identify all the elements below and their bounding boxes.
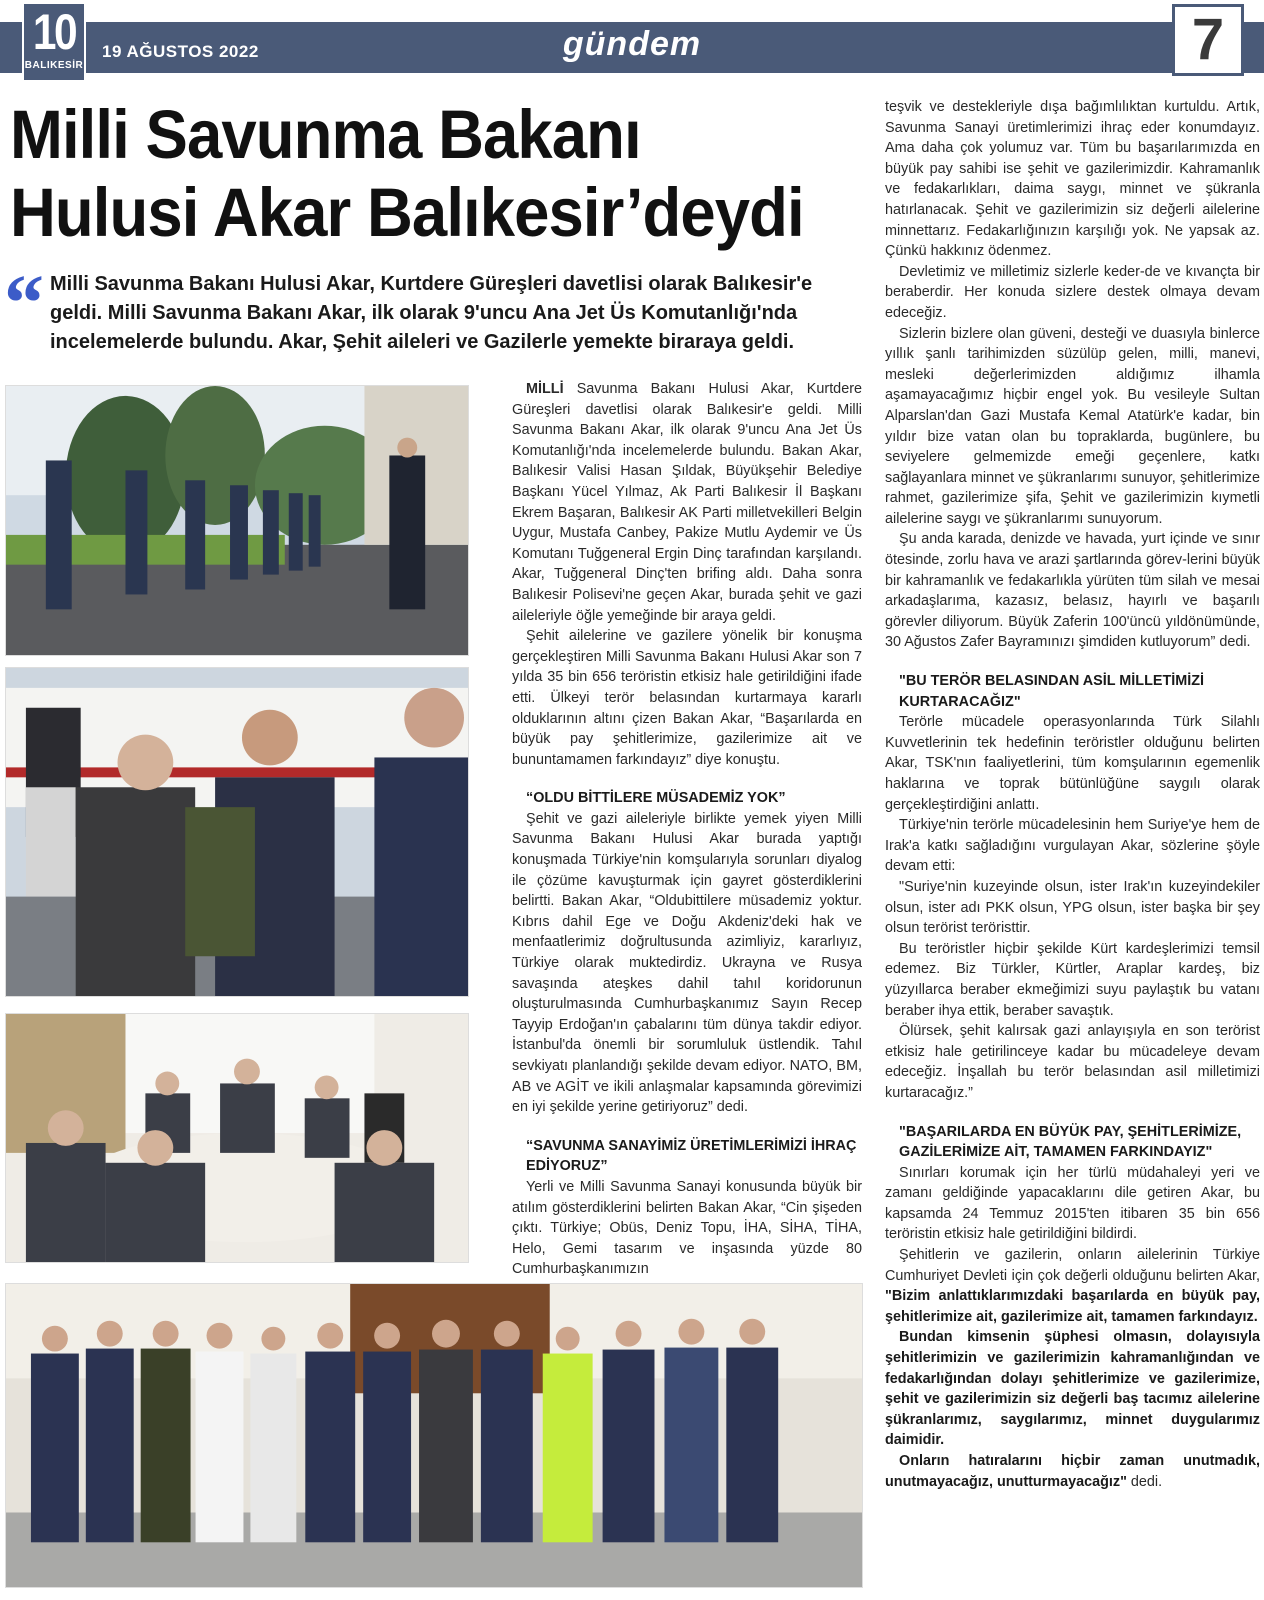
headline-line-1: Milli Savunma Bakanı (10, 96, 641, 173)
paragraph: Yerli ve Milli Savunma Sanayi konusunda büyük bir atılım gösterdiklerini belirten Bakan Akar, “Cin şişeden çıktı. Türkiye; Obüs, Deniz Topu, İHA, SİHA, TİHA, Helo, Gemi tasarım ve inşasında yüzde 80 Cumhurbaşkanımızın (512, 1178, 862, 1278)
paragraph: "Suriye'nin kuzeyinde olsun, ister Irak'ın kuzeyindekiler olsun, ister adı PKK olsun, YPG olsun, ister başka bir şey olsun terörist teröristtir. (885, 878, 1260, 937)
logo-city: BALIKESİR (24, 60, 84, 71)
quote-icon: “ (4, 260, 44, 348)
paragraph: Bundan kimsenin şüphesi olmasın, dolayısıyla şehitlerimizin ve gazilerimizin kahramanlığından ve fedakarlığından dolayı şehitlerimize ve gazilerimize, şehit ve gazilerimizin siz değerli baş tacımız ailelerine şükranlarımız, saygılarımız, minnet duygularımız daimidir. (885, 1329, 1260, 1449)
paragraph: Terörle mücadele operasyonlarında Türk Silahlı Kuvvetlerinin tek hedefinin teröristler olduğunu belirten Akar, TSK'nın faaliyetlerini, tüm komşularının egemenlik haklarına ve toprak bütünlüğüne saygılı olarak gerçekleştirdiğini anlattı. (885, 714, 1260, 813)
photo-lunch-meeting (5, 1013, 469, 1263)
photo-handshake-airport (5, 667, 469, 997)
paragraph: teşvik ve destekleriyle dışa bağımlılıktan kurtuldu. Artık, Savunma Sanayi üretimlerimizi ihraç eder konumdayız. Ama daha çok yolumuz var. Tüm bu başarılarımızda en büyük pay sahibi ise şehit ve gazilerimizdir. Kahramanlık ve fedakarlıkları, daima saygı, minnet ve şükranla hatırlanacak. Şehit ve gazilerimizin siz değerli ailelerine minnettarız. Fedakarlığınızın karşılığı yok. Ne yapsak az. Çünkü hakkınız ödenmez. (885, 99, 1260, 260)
paragraph: Sizlerin bizlere olan güveni, desteği ve duasıyla binlerce yıllık şanlı tarihimizden süzülüp gelen, milli, manevi, mesleki değerlerimizden aldığımız ilhamla aşamayacağımız hiçbir engel yok. Bu vesileyle Sultan Alparslan'dan Gazi Mustafa Kemal Atatürk'e kadar, bin yıldır bize vatan olan bu topraklarda, bugünlere, bu seviyelere gelmemizde emeği geçenlere, katkı sağlayanlara minnet ve şükranlarımı sunuyor, şehitlerimize rahmet, gazilerimize şifa, Şehit ve gazilerimizin kıymetli ailelerine saygı ve şükranlarımı sunuyorum. (885, 325, 1260, 527)
paragraph: Sınırları korumak için her türlü müdahaleyi yeri ve zamanı geldiğinde yapacaklarını dile getiren Akar, bu kapsamda 24 Temmuz 2015'ten itibaren 35 bin 656 teröristin etkisiz hale getirildiğini bildirdi. (885, 1164, 1260, 1243)
headline (10, 96, 804, 252)
subheading: “OLDU BİTTİLERE MÜSADEMİZ YOK” (526, 790, 786, 807)
paragraph: Türkiye'nin terörle mücadelesinin hem Suriye'ye hem de Irak'a katkı sağladığını vurgulayan Akar, sözlerine şöyle devam etti: (885, 817, 1260, 875)
logo-number: 10 (32, 4, 76, 60)
section-title: gündem (562, 25, 702, 63)
paragraph: Bu teröristler hiçbir şekilde Kürt kardeşlerimizi temsil edemez. Biz Türkler, Kürtler, Araplar kardeş, biz yüzyıllarca beraber ekmeğimizi suyu paylaştık bu vatanı beraber ihya ettik, beraber savaştık. (885, 940, 1260, 1019)
lead-paragraph: Milli Savunma Bakanı Hulusi Akar, Kurtdere Güreşleri davetlisi olarak Balıkesir'e geldi. Milli Savunma Bakanı Akar, ilk olarak 9'uncu Ana Jet Üs Komutanlığı'nda incelemelerde bulundu. Akar, Şehit aileleri ve Gazilerle yemekte biraraya geldi. (50, 273, 813, 353)
paragraph: Ölürsek, şehit kalırsak gazi anlayışıyla en son terörist etkisiz hale getirilinceye kadar bu mücadeleye devam edeceğiz. İnşallah bu terör belasından asil milletimizi kurtaracağız.” (885, 1023, 1260, 1101)
article-column-2 (885, 97, 1260, 1492)
paragraph: Onların hatıralarını hiçbir zaman unutmadık, unutmayacağız, unutturmayacağız" dedi. (885, 1453, 1260, 1490)
photo-group-portrait (5, 1283, 863, 1588)
paragraph: Şehit ve gazi aileleriyle birlikte yemek yiyen Milli Savunma Bakanı Hulusi Akar burada yaptığı konuşmada Türkiye'nin komşularıyla sorunları diyalog ile çözüme kavuşturmak için gayret gösterdiklerini belirtti. Bakan Akar, “Oldubittilere müsademiz yoktur. Kıbrıs dahil Ege ve Doğu Akdeniz'deki hak ve menfaatlerimiz doğrultusunda azimliyiz, kararlıyız, Türkiye olarak muktedirdiz. Ukrayna ve Rusya savaşında ateşkes dahil tahıl koridorunun oluşturulmasında Cumhurbaşkanımız Sayın Recep Tayyip Erdoğan'ın çabalarını tüm dünya takdir ediyor. İstanbul'da önemli bir sorumluluk üstlendik. Tahıl sevkiyatı planlandığı şekilde devam ediyor. NATO, BM, AB ve AGİT ve ikili anlaşmalar kapsamında görevimizi en iyi şekilde yerine getiriyoruz” dedi. (512, 810, 862, 1116)
newspaper-logo[interactable] (22, 2, 86, 82)
subheading: “SAVUNMA SANAYİMİZ ÜRETİMLERİMİZİ İHRAÇ EDİYORUZ” (526, 1137, 857, 1175)
subheading: "BAŞARILARDA EN BÜYÜK PAY, ŞEHİTLERİMİZE, GAZİLERİMİZE AİT, TAMAMEN FARKINDAYIZ" (899, 1123, 1242, 1161)
paragraph: MİLLİ Savunma Bakanı Hulusi Akar, Kurtdere Güreşleri davetlisi olarak Balıkesir'e geldi. Milli Savunma Bakanı Akar, ilk olarak 9'uncu Ana Jet Üs Komutanlığı'nda incelemelerde bulundu. Bakan Akar, Balıkesir Valisi Hasan Şıldak, Büyükşehir Belediye Başkanı Yücel Yılmaz, Ak Parti Balıkesir İl Başkanı Ekrem Başaran, Balıkesir AK Parti milletvekilleri Belgin Uygur, Mustafa Canbey, Pakize Mutlu Aydemir ve Üs Komutanı Tuğgeneral Ergin Dinç tarafından karşılandı. Akar, Tuğgeneral Dinç'ten brifing aldı. Daha sonra Balıkesir Polisevi'ne geçen Akar, burada şehit ve gazi aileleriyle öğle yemeğinde bir araya geldi. (512, 381, 862, 624)
headline-line-2: Hulusi Akar Balıkesir’deydi (10, 174, 804, 251)
article-column-1 (512, 379, 862, 1280)
paragraph: Şehit ailelerine ve gazilere yönelik bir konuşma gerçekleştiren Milli Savunma Bakanı Hulusi Akar son 7 yılda 35 bin 656 teröristin etkisiz hale getirildiğini ifade etti. Ülkeyi terör belasından kurtarmaya kararlı olduklarının altını çizen Bakan Akar, “Başarılarda en büyük pay şehitlerimize, gazilerimize ait ve bununtamamen farkındayız” diye konuştu. (512, 628, 862, 768)
paragraph: Devletimiz ve milletimiz sizlerle keder-de ve kıvançta bir beraberdir. Her konuda sizlere destek olmaya devam edeceğiz. (885, 263, 1260, 321)
paragraph: Şu anda karada, denizde ve havada, yurt içinde ve sınır ötesinde, zorlu hava ve arazi şartlarında görev-lerini büyük bir kahramanlık ve fedakarlıkla yürüten tüm silah ve mesai arkadaşlarıma, kazasız, belasız, hayırlı ve başarılı görevler diliyorum. Büyük Zaferin 100'üncü yıldönümünde, 30 Ağustos Zafer Bayramınızı şimdiden kutluyorum” dedi. (885, 531, 1260, 651)
subheading: "BU TERÖR BELASINDAN ASİL MİLLETİMİZİ KURTARACAĞIZ" (899, 673, 1205, 710)
issue-date: 19 AĞUSTOS 2022 (102, 42, 259, 61)
drop-word: MİLLİ (526, 381, 564, 397)
photo-honor-guard (5, 385, 469, 656)
paragraph: Şehitlerin ve gazilerin, onların ailelerinin Türkiye Cumhuriyet Devleti için çok değerli olduğunu belirten Akar, "Bizim anlattıklarımızdaki başarılarda en büyük pay, şehitlerimize ait, gazilerimize ait, tamamen farkındayız. (885, 1247, 1260, 1325)
page-number: 7 (1172, 4, 1244, 76)
